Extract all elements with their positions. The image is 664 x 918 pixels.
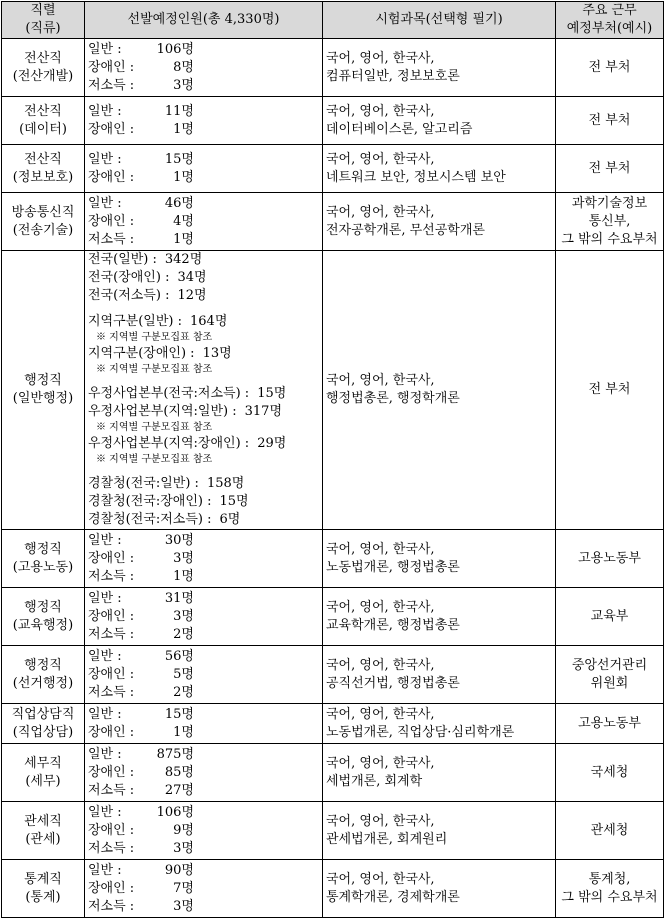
table-row	[2, 193, 664, 251]
series-cell: 직업상담직 (직업상담)	[2, 704, 85, 744]
table-row	[2, 97, 664, 145]
quota-line: 전국(일반) : 342명	[88, 252, 203, 267]
quota-cell	[85, 530, 323, 588]
quota-line: 장애인 : 1명	[88, 121, 194, 137]
subjects-cell: 국어, 영어, 한국사, 노동법개론, 직업상담·심리학개론	[323, 704, 556, 744]
quota-line: 지역구분(장애인) : 13명	[88, 346, 232, 361]
header-department: 주요 근무 예정부처(예시)	[556, 2, 664, 39]
footnote: ※ 지역별 구분모집표 참조	[96, 364, 213, 375]
quota-line: 장애인 : 1명	[88, 724, 194, 740]
quota-cell	[85, 744, 323, 802]
department-cell: 전 부처	[556, 251, 664, 530]
quota-line: 일반 : 30명	[88, 532, 194, 548]
header-series: 직렬 (직류)	[2, 2, 85, 39]
department-cell: 국세청	[556, 744, 664, 802]
quota-cell	[85, 860, 323, 918]
quota-line: 전국(장애인) : 34명	[88, 270, 207, 285]
table-row	[2, 530, 664, 588]
department-cell: 고용노동부	[556, 704, 664, 744]
quota-cell	[85, 39, 323, 97]
table-row	[2, 744, 664, 802]
quota-line: 지역구분(일반) : 164명	[88, 314, 228, 329]
table-row	[2, 145, 664, 193]
quota-line: 일반 : 106명	[88, 41, 194, 57]
quota-line: 장애인 : 8명	[88, 59, 194, 75]
quota-line: 장애인 : 3명	[88, 550, 194, 566]
department-cell: 전 부처	[556, 145, 664, 193]
quota-line: 저소득 : 2명	[88, 684, 194, 700]
department-cell: 관세청	[556, 802, 664, 860]
quota-line: 일반 : 31명	[88, 590, 194, 606]
series-cell: 관세직 (관세)	[2, 802, 85, 860]
quota-cell	[85, 145, 323, 193]
table-row	[2, 704, 664, 744]
quota-cell	[85, 588, 323, 646]
subjects-cell: 국어, 영어, 한국사, 공직선거법, 행정법총론	[323, 646, 556, 704]
quota-cell	[85, 704, 323, 744]
quota-line: 저소득 : 27명	[88, 782, 194, 798]
quota-line: 경찰청(전국:저소득) : 6명	[88, 512, 241, 527]
subjects-cell: 국어, 영어, 한국사, 데이터베이스론, 알고리즘	[323, 97, 556, 145]
department-cell: 교육부	[556, 588, 664, 646]
table-row	[2, 646, 664, 704]
table-row	[2, 39, 664, 97]
quota-line: 저소득 : 1명	[88, 231, 194, 247]
quota-line: 일반 : 46명	[88, 195, 194, 211]
subjects-cell: 국어, 영어, 한국사, 노동법개론, 행정법총론	[323, 530, 556, 588]
department-cell: 통계청, 그 밖의 수요부처	[556, 860, 664, 918]
table-row-general-admin	[2, 251, 664, 530]
quota-line: 일반 : 15명	[88, 151, 194, 167]
subjects-cell: 국어, 영어, 한국사, 세법개론, 회계학	[323, 744, 556, 802]
quota-line: 저소득 : 2명	[88, 626, 194, 642]
quota-line: 장애인 : 4명	[88, 213, 194, 229]
quota-cell	[85, 802, 323, 860]
quota-line: 전국(저소득) : 12명	[88, 288, 207, 303]
quota-cell	[85, 251, 323, 530]
quota-line: 저소득 : 3명	[88, 840, 194, 856]
table-row	[2, 802, 664, 860]
footnote: ※ 지역별 구분모집표 참조	[96, 454, 213, 465]
department-cell: 전 부처	[556, 39, 664, 97]
series-cell: 전산직 (정보보호)	[2, 145, 85, 193]
quota-line: 우정사업본부(지역:장애인) : 29명	[88, 436, 287, 451]
quota-line: 저소득 : 3명	[88, 77, 194, 93]
quota-cell	[85, 97, 323, 145]
footnote: ※ 지역별 구분모집표 참조	[96, 422, 213, 433]
series-cell: 전산직 (전산개발)	[2, 39, 85, 97]
series-cell: 행정직 (선거행정)	[2, 646, 85, 704]
series-cell: 행정직 (교육행정)	[2, 588, 85, 646]
table-row	[2, 588, 664, 646]
series-cell: 행정직 (고용노동)	[2, 530, 85, 588]
subjects-cell: 국어, 영어, 한국사, 통계학개론, 경제학개론	[323, 860, 556, 918]
quota-line: 장애인 : 3명	[88, 608, 194, 624]
header-quota: 선발예정인원(총 4,330명)	[85, 2, 323, 39]
series-cell: 세무직 (세무)	[2, 744, 85, 802]
series-cell: 방송통신직 (전송기술)	[2, 193, 85, 251]
table-row	[2, 860, 664, 918]
quota-line: 저소득 : 1명	[88, 568, 194, 584]
quota-line: 일반 : 15명	[88, 706, 194, 722]
header-row	[2, 2, 664, 39]
subjects-cell: 국어, 영어, 한국사, 행정법총론, 행정학개론	[323, 251, 556, 530]
quota-line: 장애인 : 7명	[88, 880, 194, 896]
department-cell: 중앙선거관리 위원회	[556, 646, 664, 704]
subjects-cell: 국어, 영어, 한국사, 네트워크 보안, 정보시스템 보안	[323, 145, 556, 193]
quota-line: 일반 : 56명	[88, 648, 194, 664]
department-cell: 고용노동부	[556, 530, 664, 588]
quota-line: 일반 : 875명	[88, 746, 194, 762]
quota-line: 일반 : 106명	[88, 804, 194, 820]
footnote: ※ 지역별 구분모집표 참조	[96, 332, 213, 343]
recruitment-table	[1, 1, 664, 918]
subjects-cell: 국어, 영어, 한국사, 전자공학개론, 무선공학개론	[323, 193, 556, 251]
quota-line: 저소득 : 3명	[88, 898, 194, 914]
department-cell: 과학기술정보 통신부, 그 밖의 수요부처	[556, 193, 664, 251]
header-subjects: 시험과목(선택형 필기)	[323, 2, 556, 39]
quota-line: 경찰청(전국:장애인) : 15명	[88, 494, 249, 509]
quota-line: 장애인 : 9명	[88, 822, 194, 838]
series-cell: 행정직 (일반행정)	[2, 251, 85, 530]
quota-line: 우정사업본부(지역:일반) : 317명	[88, 404, 282, 419]
series-cell: 전산직 (데이터)	[2, 97, 85, 145]
subjects-cell: 국어, 영어, 한국사, 교육학개론, 행정법총론	[323, 588, 556, 646]
series-cell: 통계직 (통계)	[2, 860, 85, 918]
quota-line: 일반 : 90명	[88, 862, 194, 878]
quota-cell	[85, 646, 323, 704]
quota-line: 일반 : 11명	[88, 103, 194, 119]
quota-line: 장애인 : 5명	[88, 666, 194, 682]
quota-cell	[85, 193, 323, 251]
subjects-cell: 국어, 영어, 한국사, 관세법개론, 회계원리	[323, 802, 556, 860]
subjects-cell: 국어, 영어, 한국사, 컴퓨터일반, 정보보호론	[323, 39, 556, 97]
quota-line: 장애인 : 85명	[88, 764, 194, 780]
quota-line: 경찰청(전국:일반) : 158명	[88, 476, 245, 491]
quota-line: 우정사업본부(전국:저소득) : 15명	[88, 386, 287, 401]
department-cell: 전 부처	[556, 97, 664, 145]
quota-line: 장애인 : 1명	[88, 169, 194, 185]
